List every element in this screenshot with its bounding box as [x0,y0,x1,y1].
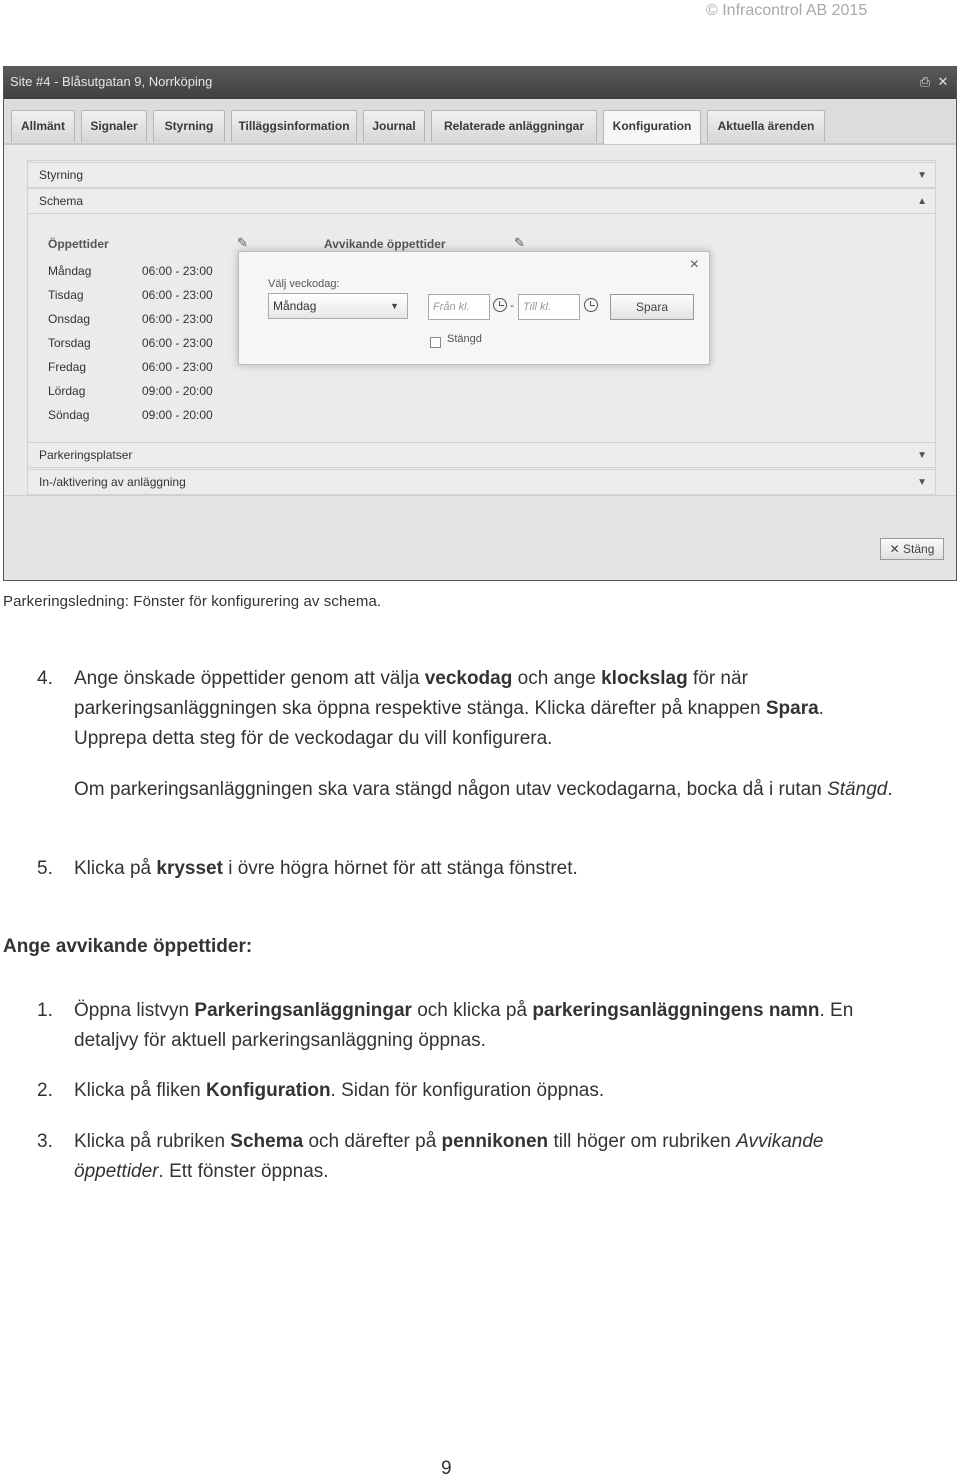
step-4-text: Ange önskade öppettider genom att välja veckodag och ange klockslag för när parkeringsanläggningen ska öppna respektive stänga. Klicka därefter på knappen Spara. Upprepa detta steg för de veckodagar du vill konfigurera. [74,668,824,749]
page-number: 9 [441,1458,452,1479]
accordion-schema[interactable] [27,188,936,214]
accordion-inaktivering[interactable] [27,469,936,495]
pencil-icon[interactable]: ✎ [514,235,525,250]
dev-step-2-text: Klicka på fliken Konfiguration. Sidan för konfiguration öppnas. [74,1080,605,1101]
accordion-label: Schema [39,194,84,208]
tab-styrning[interactable]: Styrning [153,110,225,142]
window-footer [4,495,956,580]
to-time-input[interactable]: Till kl. [518,294,580,320]
deviating-hours-heading: Avvikande öppettider [324,237,446,251]
section-heading: Ange avvikande öppettider: [3,936,253,957]
step-number: 1. [37,1000,53,1021]
print-icon[interactable]: ⎙ [919,74,931,89]
step-number: 3. [37,1131,53,1152]
schedule-time: 06:00 - 23:00 [142,336,213,350]
copyright-notice: © Infracontrol AB 2015 [706,2,868,19]
schedule-day: Fredag [48,360,87,374]
chevron-down-icon: ▼ [917,477,927,488]
close-button-label: Stäng [903,542,935,556]
weekday-select-value: Måndag [273,299,317,313]
chevron-up-icon: ▲ [917,196,927,207]
window-title: Site #4 - Blåsutgatan 9, Norrköping [10,74,213,89]
accordion-label: In-/aktivering av anläggning [39,475,186,489]
close-icon[interactable]: ✕ [937,74,949,89]
pencil-icon[interactable]: ✎ [237,235,248,250]
tab-signaler[interactable]: Signaler [81,110,147,142]
clock-icon[interactable] [493,298,507,312]
step-5-text: Klicka på krysset i övre högra hörnet för att stänga fönstret. [74,858,578,879]
weekday-label: Välj veckodag: [268,278,340,290]
tab-tillaggsinformation[interactable]: Tilläggsinformation [231,110,357,142]
weekday-select[interactable] [268,293,408,319]
close-icon: ✕ [889,542,900,556]
step-number: 5. [37,858,53,879]
figure-caption: Parkeringsledning: Fönster för konfigurering av schema. [3,593,382,610]
chevron-down-icon: ▼ [917,170,927,181]
dev-step-1-text: Öppna listvyn Parkeringsanläggningar och klicka på parkeringsanläggningens namn. En detaljvy för aktuell parkeringsanläggning öppnas. [74,1000,854,1051]
schedule-day: Tisdag [48,288,84,302]
time-separator: - [510,298,514,312]
step-number: 4. [37,668,53,689]
step-4-note: Om parkeringsanläggningen ska vara stängd någon utav veckodagarna, bocka då i rutan Stängd. [74,779,893,800]
schedule-day: Torsdag [48,336,91,350]
schedule-day: Lördag [48,384,86,398]
schedule-time: 09:00 - 20:00 [142,408,213,422]
schedule-day: Onsdag [48,312,91,326]
clock-icon[interactable] [584,298,598,312]
tab-journal[interactable]: Journal [363,110,425,142]
save-button[interactable]: Spara [610,294,694,320]
accordion-label: Parkeringsplatser [39,448,133,462]
dialog-close-icon[interactable]: × [689,256,699,273]
schedule-time: 06:00 - 23:00 [142,264,213,278]
accordion-styrning[interactable] [27,162,936,188]
window-titlebar [4,67,956,99]
tab-aktuella-arenden[interactable]: Aktuella ärenden [707,110,825,142]
step-number: 2. [37,1080,53,1101]
chevron-down-icon: ▼ [917,450,927,461]
dev-step-3-text: Klicka på rubriken Schema och därefter på pennikonen till höger om rubriken Avvikande öppettider. Ett fönster öppnas. [74,1131,824,1182]
closed-checkbox[interactable] [430,337,441,348]
schedule-day: Söndag [48,408,90,422]
close-window-button[interactable] [880,538,944,560]
opening-hours-heading: Öppettider [48,237,109,251]
chevron-down-icon: ▼ [390,301,399,311]
schedule-time: 09:00 - 20:00 [142,384,213,398]
schedule-time: 06:00 - 23:00 [142,312,213,326]
tab-relaterade-anlaggningar[interactable]: Relaterade anläggningar [431,110,597,142]
schedule-day: Måndag [48,264,92,278]
schedule-time: 06:00 - 23:00 [142,288,213,302]
weekday-dialog [238,251,710,365]
accordion-label: Styrning [39,168,84,182]
tab-bar [4,99,956,145]
closed-checkbox-label: Stängd [447,333,482,345]
tab-allmant[interactable]: Allmänt [11,110,75,142]
schedule-time: 06:00 - 23:00 [142,360,213,374]
tab-konfiguration[interactable]: Konfiguration [603,110,701,144]
from-time-input[interactable]: Från kl. [428,294,490,320]
accordion-parkeringsplatser[interactable] [27,442,936,468]
config-window-screenshot [3,66,957,581]
